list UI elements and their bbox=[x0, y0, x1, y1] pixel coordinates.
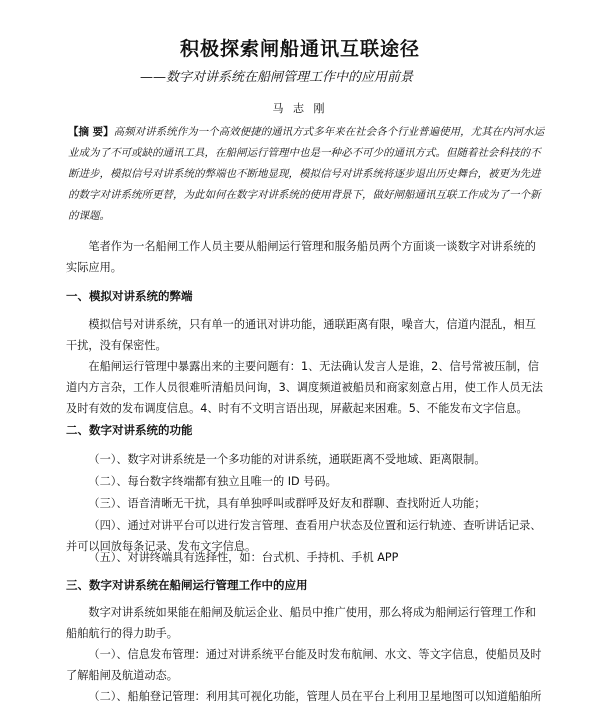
abstract bbox=[68, 122, 548, 227]
section-3-paragraph-1: 数字对讲系统如果能在船闸及航运企业、船员中推广使用，那么将成为船闸运行管理工作和船舶航行的得力助手。 bbox=[66, 606, 536, 640]
section-2-item-2: （二）、每台数字终端都有独立且唯一的 ID 号码。 bbox=[88, 475, 337, 488]
section-2-item-3: （三）、语音清晰无干扰，具有单独呼叫或群呼及好友和群聊、查找附近人功能； bbox=[88, 497, 486, 510]
section-heading-3: 三、数字对讲系统在船闸运行管理工作中的应用 bbox=[66, 578, 308, 592]
section-heading-1: 一、模拟对讲系统的弊端 bbox=[66, 289, 193, 303]
section-3-item-2: （二）、船舶登记管理：利用其可视化功能，管理人员在平台上利用卫星地图可以知道船舶所 bbox=[88, 690, 542, 703]
section-1-paragraph-2: 在船闸运行管理中暴露出来的主要问题有：1、无法确认发言人是谁，2、信号常被压制，信道内方言杂，工作人员很难听清船员问询，3、调度频道被船员和商家刻意占用，使工作人员无法及时有效的发布调度信息。4、时有不文明言语出现，屏蔽起来困难。5、不能发布文字信息。 bbox=[66, 360, 543, 415]
section-1-paragraph-1: 模拟信号对讲系统，只有单一的通讯对讲功能，通联距离有限，噪音大，信道内混乱，相互干扰，没有保密性。 bbox=[66, 318, 536, 352]
section-2-item-4: （四）、通过对讲平台可以进行发言管理、查看用户状态及位置和运行轨迹、查听讲话记录、并可以回放每条记录、发布文字信息。 bbox=[66, 519, 542, 553]
intro-paragraph: 笔者作为一名船闸工作人员主要从船闸运行管理和服务船员两个方面谈一谈数字对讲系统的实际应用。 bbox=[66, 240, 536, 274]
author-name: 马 志 刚 bbox=[272, 102, 328, 115]
abstract-text: 高频对讲系统作为一个高效便捷的通讯方式多年来在社会各个行业普遍使用，尤其在内河水运业成为了不可或缺的通讯工具，在船闸运行管理中也是一种必不可少的通讯方式。但随着社会科技的不断进步，模拟信号对讲系统的弊端也不断地显现，模拟信号对讲系统将逐步退出历史舞台，被更为先进的数字对讲系统所更替，为此如何在数字对讲系统的使用背景下，做好闸船通讯互联工作成为了一个新的课题。 bbox=[68, 126, 545, 222]
section-2-item-1: （一）、数字对讲系统是一个多功能的对讲系统，通联距离不受地域、距离限制。 bbox=[88, 453, 486, 466]
paper-subtitle: ——数字对讲系统在船闸管理工作中的应用前景 bbox=[140, 70, 414, 85]
section-2-item-5: （五）、对讲终端具有选择性，如：台式机、手持机、手机 APP bbox=[88, 551, 399, 564]
abstract-label: 【摘 要】 bbox=[68, 126, 114, 138]
paper-title: 积极探索闸船通讯互联途径 bbox=[179, 38, 420, 60]
section-heading-2: 二、数字对讲系统的功能 bbox=[66, 423, 193, 437]
section-3-item-1: （一）、信息发布管理：通过对讲系统平台能及时发布航闸、水文、等文字信息，使船员及时了解船闸及航道动态。 bbox=[66, 648, 542, 682]
